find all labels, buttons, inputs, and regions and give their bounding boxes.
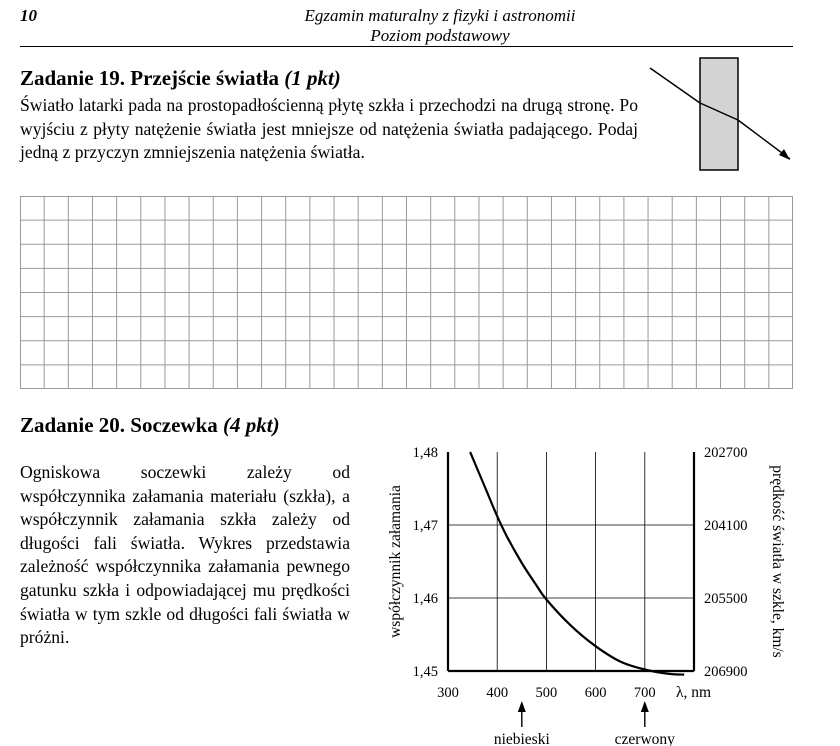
y-tick-label: 1,47	[412, 518, 438, 534]
task20-title: Zadanie 20. Soczewka	[20, 413, 218, 437]
y-axis-label: współczynnik załamania	[387, 485, 404, 638]
header-rule	[20, 46, 793, 47]
wavelength-label: niebieski	[493, 731, 550, 746]
exam-title-line2: Poziom podstawowy	[370, 26, 510, 45]
y-tick-label: 1,45	[412, 664, 438, 680]
wavelength-arrowhead	[641, 701, 649, 712]
x-tick-label: 500	[535, 685, 558, 701]
task19-title: Zadanie 19. Przejście światła	[20, 66, 279, 90]
x-axis-label: λ, nm	[676, 684, 712, 701]
task20-heading	[20, 413, 280, 438]
glass-slab	[700, 58, 738, 170]
answer-grid[interactable]	[20, 196, 793, 389]
wavelength-arrowhead	[518, 701, 526, 712]
task19-heading	[20, 66, 341, 91]
task19-points: (1 pkt)	[284, 66, 341, 90]
glass-slab-diagram	[640, 55, 800, 180]
refraction-chart	[360, 435, 830, 746]
task19-text: Światło latarki pada na prostopadłościenną płytę szkła i przechodzi na drugą stronę. Po wyjściu z płyty natężenie światła jest mniejsze od natężenia światła padającego. Podaj jedną z przyczyn zmniejszenia natężenia światła.	[20, 95, 638, 162]
x-tick-label: 400	[486, 685, 509, 701]
task20-text: Ogniskowa soczewki zależy od współczynnika załamania materiału (szkła), a współczynnik załamania szkła zależy od długości fali światła. Wykres przedstawia zależność współczynnika załamania pewnego gatunku szkła i odpowiadającej mu prędkości światła w tym szkle od długości fali światła w próżni.	[20, 462, 350, 648]
x-tick-label: 600	[584, 685, 607, 701]
exam-title	[230, 6, 650, 46]
exam-title-line1: Egzamin maturalny z fizyki i astronomii	[304, 6, 576, 25]
x-tick-label: 300	[437, 685, 459, 701]
y2-tick-label: 202700	[704, 445, 748, 461]
y-tick-label: 1,46	[412, 591, 438, 607]
ray-arrowhead	[779, 149, 790, 160]
wavelength-label: czerwony	[614, 731, 675, 746]
task20-points: (4 pkt)	[223, 413, 280, 437]
y-tick-label: 1,48	[412, 445, 438, 461]
incident-ray	[650, 68, 700, 103]
y2-axis-label: prędkość światła w szkle, km/s	[769, 465, 786, 658]
x-tick-label: 700	[633, 685, 656, 701]
y2-tick-label: 206900	[704, 664, 748, 680]
y2-tick-label: 204100	[704, 518, 748, 534]
page-number: 10	[20, 6, 37, 25]
y2-tick-label: 205500	[704, 591, 748, 607]
refraction-curve	[470, 452, 684, 675]
